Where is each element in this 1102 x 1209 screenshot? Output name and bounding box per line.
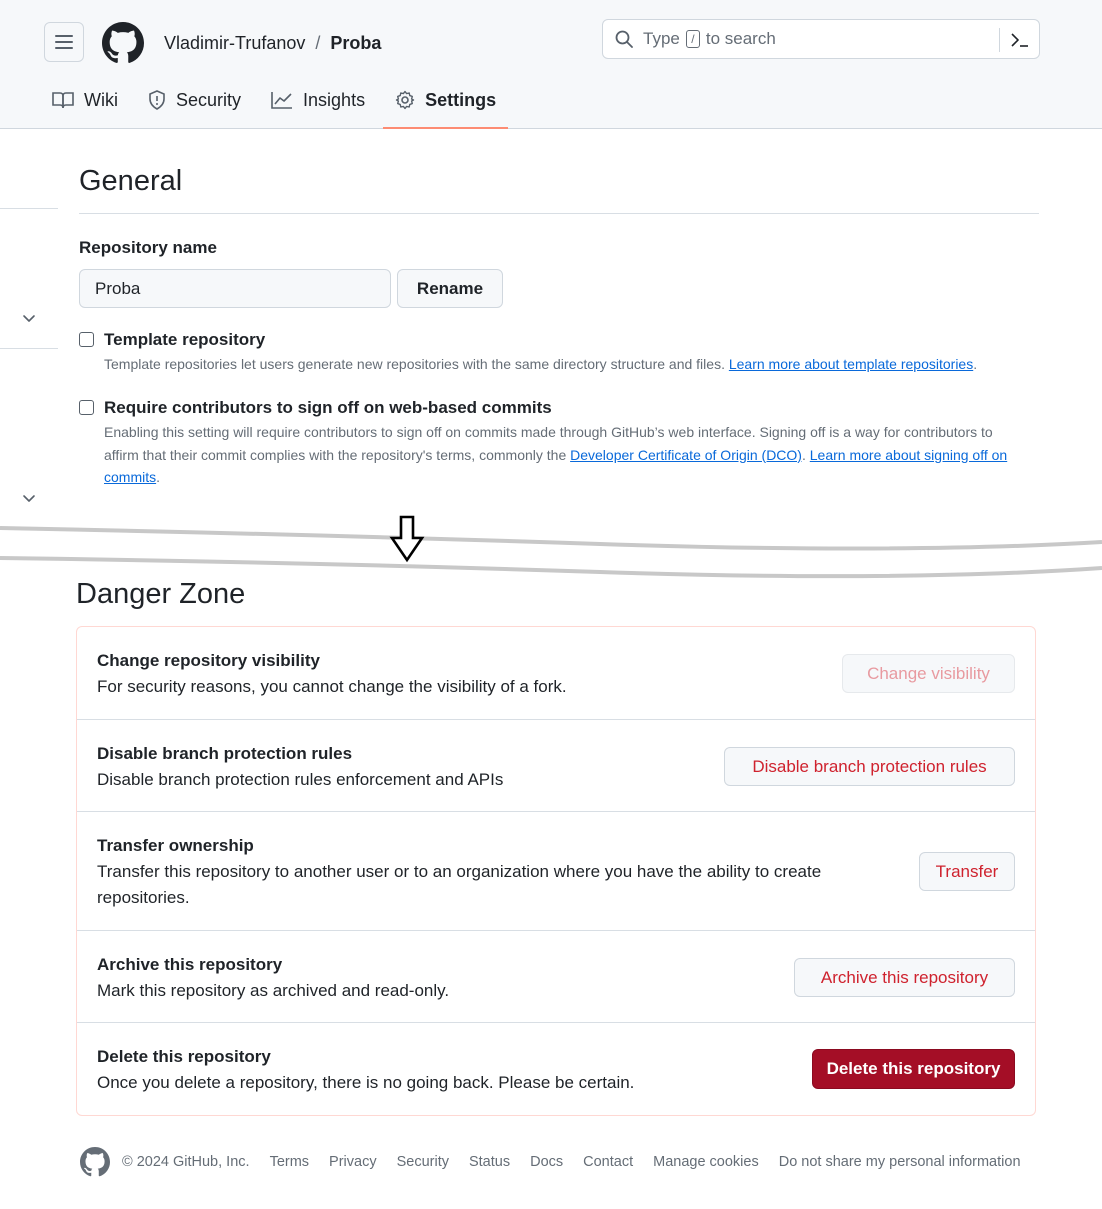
breadcrumb-owner[interactable]: Vladimir-Trufanov (164, 33, 306, 53)
book-icon (52, 91, 74, 109)
footer-link-do-not-share[interactable]: Do not share my personal information (778, 1154, 1021, 1170)
menu-button[interactable] (44, 22, 84, 62)
page-title: General (79, 165, 183, 197)
danger-row-description: For security reasons, you cannot change the visibility of a fork. (97, 677, 567, 696)
breadcrumb-separator: / (315, 33, 321, 53)
danger-zone-title: Danger Zone (76, 578, 246, 610)
footer-link-manage-cookies[interactable]: Manage cookies (653, 1154, 759, 1170)
tab-security[interactable] (136, 78, 253, 122)
github-logo-icon[interactable] (102, 22, 144, 64)
breadcrumb (164, 33, 381, 54)
breadcrumb-repo[interactable]: Proba (330, 33, 382, 53)
arrow-down-icon (392, 517, 422, 560)
tab-label: Wiki (84, 89, 118, 110)
signoff-description (104, 421, 1014, 489)
footer (80, 1146, 1021, 1178)
github-logo-icon[interactable] (80, 1147, 110, 1177)
footer-link-terms[interactable]: Terms (269, 1154, 310, 1170)
tab-settings[interactable] (383, 78, 508, 122)
signoff-learn-more-link[interactable]: Learn more about signing off on commits (104, 446, 1008, 485)
search-input[interactable] (602, 19, 1040, 59)
danger-row-transfer (77, 811, 1035, 930)
hamburger-icon (55, 35, 73, 49)
terminal-icon (1010, 32, 1030, 48)
search-placeholder-before: Type (643, 29, 680, 48)
signoff-label: Require contributors to sign off on web-based commits (104, 398, 552, 417)
danger-row-title: Disable branch protection rules (97, 744, 353, 763)
template-repository-checkbox[interactable] (79, 332, 94, 347)
signoff-description-mid: . (801, 446, 806, 463)
danger-row-visibility (77, 627, 1035, 719)
danger-row-title: Transfer ownership (97, 836, 254, 855)
danger-row-archive (77, 930, 1035, 1022)
tab-label: Security (176, 89, 242, 110)
danger-row-description: Disable branch protection rules enforcement and APIs (97, 770, 504, 789)
gear-icon (395, 90, 415, 110)
template-repository-label: Template repository (104, 330, 266, 349)
danger-row-branch-protection (77, 719, 1035, 811)
danger-row-title: Archive this repository (97, 955, 283, 974)
page-break-indicator (0, 510, 1102, 580)
template-repository-description (104, 353, 1039, 376)
change-visibility-button[interactable]: Change visibility (842, 654, 1015, 693)
template-description-end: . (973, 356, 978, 372)
tab-insights[interactable] (259, 78, 377, 122)
delete-repository-button[interactable]: Delete this repository (812, 1049, 1015, 1089)
tab-wiki[interactable] (40, 78, 130, 122)
footer-copyright: © 2024 GitHub, Inc. (122, 1154, 250, 1170)
footer-link-status[interactable]: Status (468, 1154, 511, 1170)
tab-label: Insights (303, 89, 366, 110)
chevron-down-icon[interactable] (20, 490, 38, 508)
transfer-button[interactable]: Transfer (919, 852, 1015, 891)
danger-zone-box (76, 626, 1036, 1116)
divider (79, 213, 1039, 214)
danger-row-description: Mark this repository as archived and read-only. (97, 981, 450, 1000)
graph-icon (271, 91, 293, 109)
repo-nav-tabs (40, 78, 514, 129)
chevron-down-icon[interactable] (20, 310, 38, 328)
danger-row-delete (77, 1022, 1035, 1115)
danger-row-title: Delete this repository (97, 1047, 271, 1066)
footer-link-privacy[interactable]: Privacy (329, 1154, 377, 1170)
sidebar-divider (0, 348, 58, 349)
footer-link-security[interactable]: Security (396, 1154, 449, 1170)
danger-row-description: Transfer this repository to another user or to an organization where you have the ability to create repositories. (97, 862, 822, 907)
search-shortcut-key: / (686, 30, 700, 48)
app-header (0, 0, 1102, 129)
danger-row-title: Change repository visibility (97, 651, 320, 670)
footer-link-contact[interactable]: Contact (583, 1154, 634, 1170)
template-learn-more-link[interactable]: Learn more about template repositories (728, 356, 974, 372)
command-palette-button[interactable] (999, 28, 1039, 52)
rename-button[interactable]: Rename (397, 269, 503, 308)
dco-link[interactable]: Developer Certificate of Origin (DCO) (570, 446, 802, 463)
repository-name-input[interactable] (79, 269, 391, 308)
danger-row-description: Once you delete a repository, there is no going back. Please be certain. (97, 1073, 635, 1092)
disable-branch-protection-button[interactable]: Disable branch protection rules (724, 747, 1015, 786)
signoff-checkbox[interactable] (79, 400, 94, 415)
signoff-description-end: . (156, 469, 161, 485)
sidebar-divider (0, 208, 58, 209)
repository-name-label: Repository name (79, 238, 217, 257)
shield-icon (148, 90, 166, 110)
tab-label: Settings (425, 89, 497, 110)
search-placeholder-after: to search (705, 29, 776, 48)
signoff-description-text: Enabling this setting will require contributors to sign off on commits made through GitHub’s web interface. Signing off is a way for contributors to affirm that their commit complies with the repository's terms, commonly the (104, 424, 993, 463)
search-placeholder (643, 29, 776, 49)
archive-repository-button[interactable]: Archive this repository (794, 958, 1015, 997)
footer-link-docs[interactable]: Docs (530, 1154, 564, 1170)
template-description-text: Template repositories let users generate new repositories with the same directory structure and files. (104, 356, 725, 372)
search-icon (615, 30, 633, 48)
